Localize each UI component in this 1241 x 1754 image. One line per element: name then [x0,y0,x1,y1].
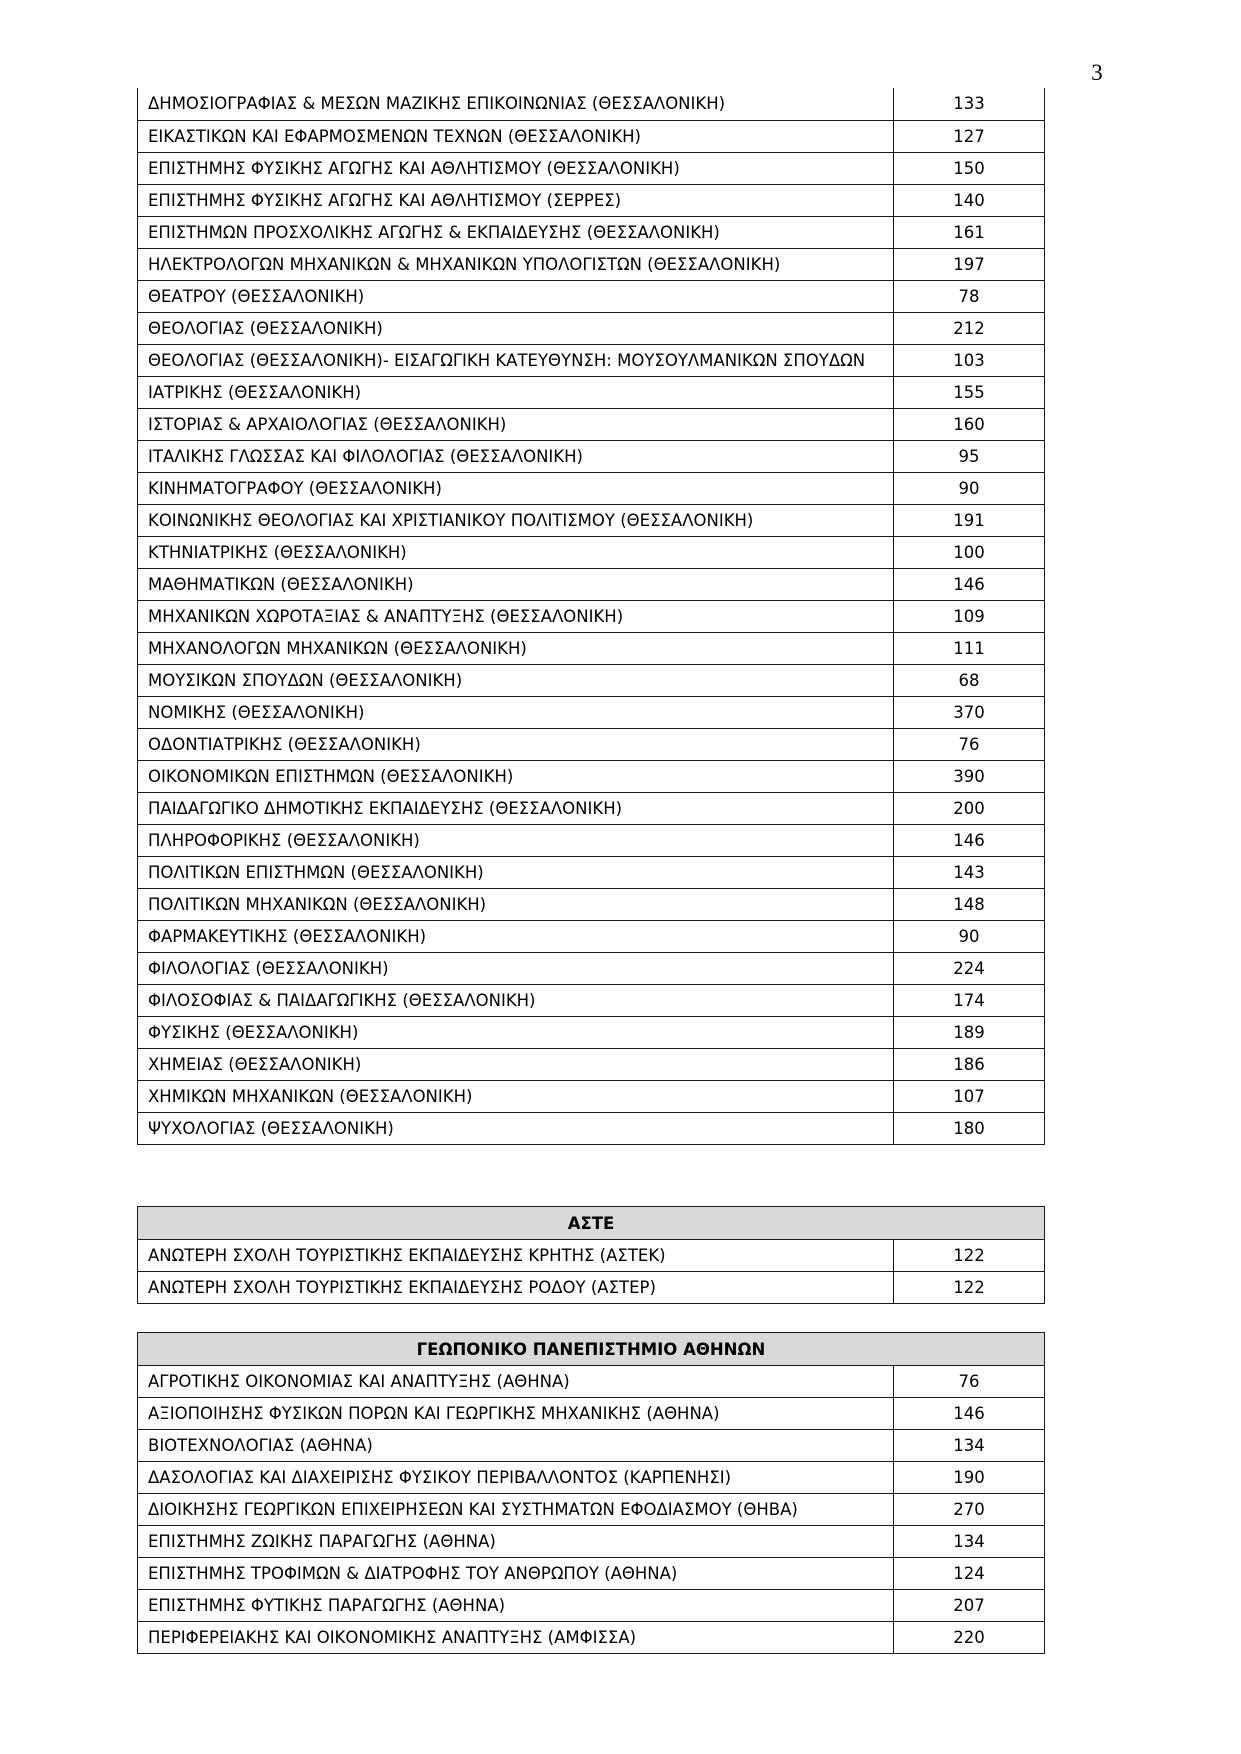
table-row [138,1462,1045,1494]
department-name: ΙΤΑΛΙΚΗΣ ΓΛΩΣΣΑΣ ΚΑΙ ΦΙΛΟΛΟΓΙΑΣ (ΘΕΣΣΑΛΟΝΙΚΗ) [138,440,894,472]
department-name: ΜΑΘΗΜΑΤΙΚΩΝ (ΘΕΣΣΑΛΟΝΙΚΗ) [138,568,894,600]
table-row [138,472,1045,504]
department-value: 270 [894,1494,1045,1526]
department-name: ΔΙΟΙΚΗΣΗΣ ΓΕΩΡΓΙΚΩΝ ΕΠΙΧΕΙΡΗΣΕΩΝ ΚΑΙ ΣΥΣΤΗΜΑΤΩΝ ΕΦΟΔΙΑΣΜΟΥ (ΘΗΒΑ) [138,1494,894,1526]
department-value: 124 [894,1558,1045,1590]
table-row [138,568,1045,600]
table-row [138,920,1045,952]
department-value: 122 [894,1272,1045,1304]
table-row [138,1080,1045,1112]
table-row [138,1526,1045,1558]
department-name: ΕΠΙΣΤΗΜΗΣ ΦΥΣΙΚΗΣ ΑΓΩΓΗΣ ΚΑΙ ΑΘΛΗΤΙΣΜΟΥ (ΘΕΣΣΑΛΟΝΙΚΗ) [138,152,894,184]
table-row [138,1622,1045,1654]
department-value: 190 [894,1462,1045,1494]
department-value: 146 [894,568,1045,600]
department-name: ΕΠΙΣΤΗΜΗΣ ΦΥΣΙΚΗΣ ΑΓΩΓΗΣ ΚΑΙ ΑΘΛΗΤΙΣΜΟΥ (ΣΕΡΡΕΣ) [138,184,894,216]
department-name: ΚΟΙΝΩΝΙΚΗΣ ΘΕΟΛΟΓΙΑΣ ΚΑΙ ΧΡΙΣΤΙΑΝΙΚΟΥ ΠΟΛΙΤΙΣΜΟΥ (ΘΕΣΣΑΛΟΝΙΚΗ) [138,504,894,536]
department-value: 100 [894,536,1045,568]
table-row [138,728,1045,760]
department-name: ΝΟΜΙΚΗΣ (ΘΕΣΣΑΛΟΝΙΚΗ) [138,696,894,728]
table-row [138,1016,1045,1048]
table-row [138,280,1045,312]
table-row [138,856,1045,888]
department-name: ΗΛΕΚΤΡΟΛΟΓΩΝ ΜΗΧΑΝΙΚΩΝ & ΜΗΧΑΝΙΚΩΝ ΥΠΟΛΟΓΙΣΤΩΝ (ΘΕΣΣΑΛΟΝΙΚΗ) [138,248,894,280]
department-name: ΕΠΙΣΤΗΜΩΝ ΠΡΟΣΧΟΛΙΚΗΣ ΑΓΩΓΗΣ & ΕΚΠΑΙΔΕΥΣΗΣ (ΘΕΣΣΑΛΟΝΙΚΗ) [138,216,894,248]
table-row [138,1272,1045,1304]
department-name: ΜΗΧΑΝΙΚΩΝ ΧΩΡΟΤΑΞΙΑΣ & ΑΝΑΠΤΥΞΗΣ (ΘΕΣΣΑΛΟΝΙΚΗ) [138,600,894,632]
department-value: 143 [894,856,1045,888]
table-row [138,120,1045,152]
department-value: 134 [894,1526,1045,1558]
table-body [138,88,1045,1144]
page-number: 3 [1091,60,1103,85]
table-row [138,344,1045,376]
department-value: 122 [894,1240,1045,1272]
department-name: ΕΠΙΣΤΗΜΗΣ ΤΡΟΦΙΜΩΝ & ΔΙΑΤΡΟΦΗΣ ΤΟΥ ΑΝΘΡΩΠΟΥ (ΑΘΗΝΑ) [138,1558,894,1590]
department-name: ΠΛΗΡΟΦΟΡΙΚΗΣ (ΘΕΣΣΑΛΟΝΙΚΗ) [138,824,894,856]
department-value: 148 [894,888,1045,920]
aste-table [137,1206,1045,1304]
department-name: ΚΙΝΗΜΑΤΟΓΡΑΦΟΥ (ΘΕΣΣΑΛΟΝΙΚΗ) [138,472,894,504]
department-name: ΘΕΟΛΟΓΙΑΣ (ΘΕΣΣΑΛΟΝΙΚΗ)- ΕΙΣΑΓΩΓΙΚΗ ΚΑΤΕΥΘΥΝΣΗ: ΜΟΥΣΟΥΛΜΑΝΙΚΩΝ ΣΠΟΥΔΩΝ [138,344,894,376]
department-value: 224 [894,952,1045,984]
department-name: ΧΗΜΕΙΑΣ (ΘΕΣΣΑΛΟΝΙΚΗ) [138,1048,894,1080]
table-row [138,504,1045,536]
table-row [138,952,1045,984]
department-name: ΘΕΟΛΟΓΙΑΣ (ΘΕΣΣΑΛΟΝΙΚΗ) [138,312,894,344]
table-row [138,824,1045,856]
table-row [138,1494,1045,1526]
department-name: ΦΙΛΟΛΟΓΙΑΣ (ΘΕΣΣΑΛΟΝΙΚΗ) [138,952,894,984]
department-value: 212 [894,312,1045,344]
department-value: 107 [894,1080,1045,1112]
department-name: ΙΣΤΟΡΙΑΣ & ΑΡΧΑΙΟΛΟΓΙΑΣ (ΘΕΣΣΑΛΟΝΙΚΗ) [138,408,894,440]
department-value: 174 [894,984,1045,1016]
department-name: ΨΥΧΟΛΟΓΙΑΣ (ΘΕΣΣΑΛΟΝΙΚΗ) [138,1112,894,1144]
department-value: 133 [894,88,1045,120]
department-value: 200 [894,792,1045,824]
table-header: ΓΕΩΠΟΝΙΚΟ ΠΑΝΕΠΙΣΤΗΜΙΟ ΑΘΗΝΩΝ [138,1333,1045,1366]
table-header: ΑΣΤΕ [138,1207,1045,1240]
department-name: ΧΗΜΙΚΩΝ ΜΗΧΑΝΙΚΩΝ (ΘΕΣΣΑΛΟΝΙΚΗ) [138,1080,894,1112]
department-name: ΔΗΜΟΣΙΟΓΡΑΦΙΑΣ & ΜΕΣΩΝ ΜΑΖΙΚΗΣ ΕΠΙΚΟΙΝΩΝΙΑΣ (ΘΕΣΣΑΛΟΝΙΚΗ) [138,88,894,120]
table-row [138,1240,1045,1272]
department-value: 155 [894,376,1045,408]
table-row [138,312,1045,344]
department-value: 186 [894,1048,1045,1080]
department-value: 90 [894,920,1045,952]
department-value: 95 [894,440,1045,472]
department-value: 140 [894,184,1045,216]
department-name: ΑΝΩΤΕΡΗ ΣΧΟΛΗ ΤΟΥΡΙΣΤΙΚΗΣ ΕΚΠΑΙΔΕΥΣΗΣ ΚΡΗΤΗΣ (ΑΣΤΕΚ) [138,1240,894,1272]
department-name: ΦΑΡΜΑΚΕΥΤΙΚΗΣ (ΘΕΣΣΑΛΟΝΙΚΗ) [138,920,894,952]
table-row [138,1112,1045,1144]
department-name: ΟΔΟΝΤΙΑΤΡΙΚΗΣ (ΘΕΣΣΑΛΟΝΙΚΗ) [138,728,894,760]
table-row [138,248,1045,280]
department-name: ΙΑΤΡΙΚΗΣ (ΘΕΣΣΑΛΟΝΙΚΗ) [138,376,894,408]
department-value: 160 [894,408,1045,440]
department-name: ΘΕΑΤΡΟΥ (ΘΕΣΣΑΛΟΝΙΚΗ) [138,280,894,312]
department-value: 134 [894,1430,1045,1462]
table-row [138,1048,1045,1080]
department-name: ΚΤΗΝΙΑΤΡΙΚΗΣ (ΘΕΣΣΑΛΟΝΙΚΗ) [138,536,894,568]
table-row [138,536,1045,568]
table-row [138,152,1045,184]
department-value: 109 [894,600,1045,632]
department-value: 189 [894,1016,1045,1048]
department-value: 161 [894,216,1045,248]
department-value: 146 [894,824,1045,856]
table-body [138,1240,1045,1304]
department-name: ΕΠΙΣΤΗΜΗΣ ΖΩΙΚΗΣ ΠΑΡΑΓΩΓΗΣ (ΑΘΗΝΑ) [138,1526,894,1558]
department-name: ΠΟΛΙΤΙΚΩΝ ΕΠΙΣΤΗΜΩΝ (ΘΕΣΣΑΛΟΝΙΚΗ) [138,856,894,888]
department-value: 78 [894,280,1045,312]
department-value: 191 [894,504,1045,536]
department-value: 76 [894,1366,1045,1398]
department-name: ΠΟΛΙΤΙΚΩΝ ΜΗΧΑΝΙΚΩΝ (ΘΕΣΣΑΛΟΝΙΚΗ) [138,888,894,920]
department-value: 76 [894,728,1045,760]
department-name: ΒΙΟΤΕΧΝΟΛΟΓΙΑΣ (ΑΘΗΝΑ) [138,1430,894,1462]
table-row [138,696,1045,728]
table-row [138,1398,1045,1430]
department-value: 127 [894,120,1045,152]
department-value: 370 [894,696,1045,728]
department-name: ΠΑΙΔΑΓΩΓΙΚΟ ΔΗΜΟΤΙΚΗΣ ΕΚΠΑΙΔΕΥΣΗΣ (ΘΕΣΣΑΛΟΝΙΚΗ) [138,792,894,824]
department-name: ΜΗΧΑΝΟΛΟΓΩΝ ΜΗΧΑΝΙΚΩΝ (ΘΕΣΣΑΛΟΝΙΚΗ) [138,632,894,664]
table-row [138,600,1045,632]
department-value: 180 [894,1112,1045,1144]
department-name: ΠΕΡΙΦΕΡΕΙΑΚΗΣ ΚΑΙ ΟΙΚΟΝΟΜΙΚΗΣ ΑΝΑΠΤΥΞΗΣ (ΑΜΦΙΣΣΑ) [138,1622,894,1654]
department-value: 90 [894,472,1045,504]
table-row [138,376,1045,408]
department-name: ΦΥΣΙΚΗΣ (ΘΕΣΣΑΛΟΝΙΚΗ) [138,1016,894,1048]
department-value: 197 [894,248,1045,280]
department-name: ΕΠΙΣΤΗΜΗΣ ΦΥΤΙΚΗΣ ΠΑΡΑΓΩΓΗΣ (ΑΘΗΝΑ) [138,1590,894,1622]
table-row [138,632,1045,664]
department-name: ΔΑΣΟΛΟΓΙΑΣ ΚΑΙ ΔΙΑΧΕΙΡΙΣΗΣ ΦΥΣΙΚΟΥ ΠΕΡΙΒΑΛΛΟΝΤΟΣ (ΚΑΡΠΕΝΗΣΙ) [138,1462,894,1494]
department-value: 150 [894,152,1045,184]
department-name: ΜΟΥΣΙΚΩΝ ΣΠΟΥΔΩΝ (ΘΕΣΣΑΛΟΝΙΚΗ) [138,664,894,696]
table-row [138,184,1045,216]
department-value: 103 [894,344,1045,376]
table-row [138,984,1045,1016]
table-row [138,440,1045,472]
department-value: 68 [894,664,1045,696]
table-body [138,1366,1045,1654]
department-value: 207 [894,1590,1045,1622]
department-name: ΦΙΛΟΣΟΦΙΑΣ & ΠΑΙΔΑΓΩΓΙΚΗΣ (ΘΕΣΣΑΛΟΝΙΚΗ) [138,984,894,1016]
department-value: 111 [894,632,1045,664]
department-name: ΑΞΙΟΠΟΙΗΣΗΣ ΦΥΣΙΚΩΝ ΠΟΡΩΝ ΚΑΙ ΓΕΩΡΓΙΚΗΣ ΜΗΧΑΝΙΚΗΣ (ΑΘΗΝΑ) [138,1398,894,1430]
table-row [138,1590,1045,1622]
table-row [138,1366,1045,1398]
departments-table-continued [137,88,1045,1145]
table-row [138,216,1045,248]
table-row [138,1558,1045,1590]
table-row [138,888,1045,920]
department-name: ΑΝΩΤΕΡΗ ΣΧΟΛΗ ΤΟΥΡΙΣΤΙΚΗΣ ΕΚΠΑΙΔΕΥΣΗΣ ΡΟΔΟΥ (ΑΣΤΕΡ) [138,1272,894,1304]
department-value: 390 [894,760,1045,792]
table-row [138,760,1045,792]
department-name: ΑΓΡΟΤΙΚΗΣ ΟΙΚΟΝΟΜΙΑΣ ΚΑΙ ΑΝΑΠΤΥΞΗΣ (ΑΘΗΝΑ) [138,1366,894,1398]
department-value: 220 [894,1622,1045,1654]
department-name: ΟΙΚΟΝΟΜΙΚΩΝ ΕΠΙΣΤΗΜΩΝ (ΘΕΣΣΑΛΟΝΙΚΗ) [138,760,894,792]
table-row [138,792,1045,824]
department-value: 146 [894,1398,1045,1430]
table-row [138,1430,1045,1462]
table-row [138,408,1045,440]
table-row [138,664,1045,696]
agricultural-university-table [137,1332,1045,1654]
department-name: ΕΙΚΑΣΤΙΚΩΝ ΚΑΙ ΕΦΑΡΜΟΣΜΕΝΩΝ ΤΕΧΝΩΝ (ΘΕΣΣΑΛΟΝΙΚΗ) [138,120,894,152]
table-row [138,88,1045,120]
